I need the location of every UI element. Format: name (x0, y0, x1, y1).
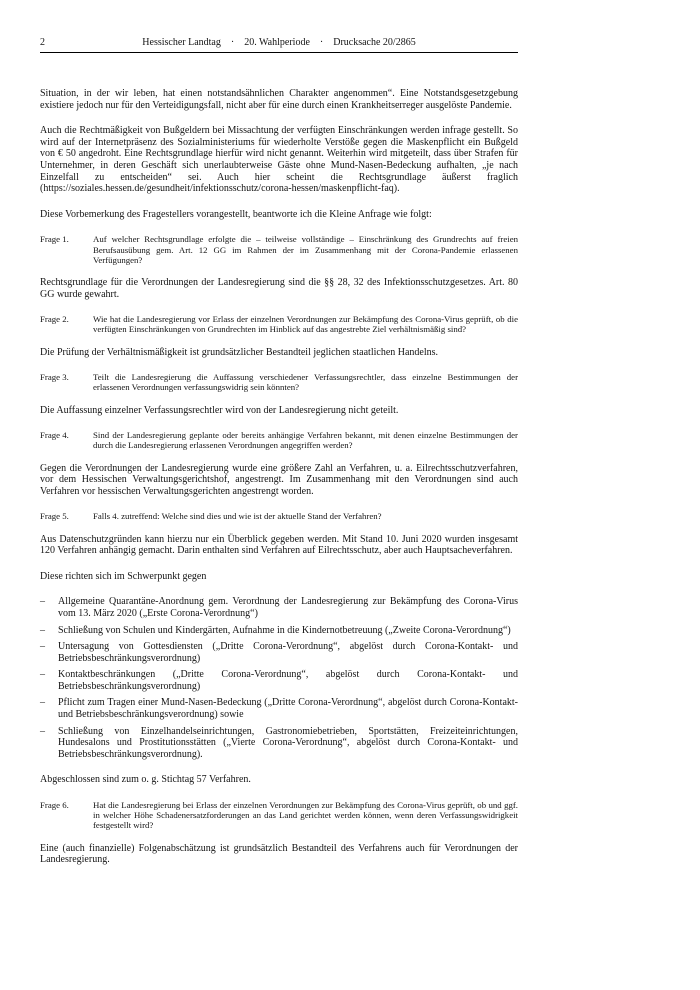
question-label: Frage 6. (40, 800, 69, 811)
list-item-dash: – (40, 697, 45, 709)
question-block (40, 372, 518, 392)
header-document-number: Drucksache 20/2865 (333, 37, 416, 48)
paragraph: Diese Vorbemerkung des Fragestellers vorangestellt, beantworte ich die Kleine Anfrage wie folgt: (40, 208, 432, 220)
header-period: 20. Wahlperiode (244, 37, 310, 48)
page-number: 2 (40, 37, 45, 48)
question-text: Hat die Landesregierung bei Erlass der einzelnen Verordnungen zur Bekämpfung des Corona-Virus geprüft, ob und ggf. in welcher Höhe Schadenersatzforderungen an das Land gerichtet werden können, wenn deren Verfassungswidrigkeit festgestellt wird? (93, 800, 518, 831)
question-text: Sind der Landesregierung geplante oder bereits anhängige Verfahren bekannt, mit denen einzelne Bestimmungen der durch die Landesregierung erlassenen Verordnungen angegriffen werden? (93, 430, 518, 451)
header-title (40, 36, 518, 49)
question-label: Frage 1. (40, 234, 69, 245)
question-text: Auf welcher Rechtsgrundlage erfolgte die – teilweise vollständige – Einschränkung des Grundrechts auf freien Berufsausübung gem. Art. 12 GG im Rahmen der im Zusammenhang mit der Corona-Pandemie erlassenen Verfügungen? (93, 234, 518, 265)
list-item-dash: – (40, 669, 45, 681)
list-item (40, 625, 518, 637)
list-item-text: Pflicht zum Tragen einer Mund-Nasen-Bedeckung („Dritte Corona-Verordnung“, abgelöst durch Corona-Kontakt- und Betriebsbeschränkungsverordnung) sowie (58, 697, 518, 721)
page-content (40, 36, 518, 880)
list-item (40, 641, 518, 664)
paragraph: Abgeschlossen sind zum o. g. Stichtag 57 Verfahren. (40, 774, 251, 786)
list-item (40, 596, 518, 619)
bullet-list (40, 596, 518, 760)
list-item-dash: – (40, 725, 45, 737)
question-label: Frage 3. (40, 372, 69, 383)
answer-paragraph: Eine (auch finanzielle) Folgenabschätzung ist grundsätzlich Bestandteil des Verfahrens auch für Verordnungen der Landesregierung. (40, 842, 518, 866)
page-header (40, 36, 518, 53)
answer-paragraph: Aus Datenschutzgründen kann hierzu nur ein Überblick gegeben werden. Mit Stand 10. Juni 2020 wurden insgesamt 120 Verfahren anhängig gemacht. Darin enthalten sind Verfahren auf Eilrechtsschutz, aber auch Hauptsacheverfahren. (40, 533, 518, 557)
question-block (40, 314, 518, 334)
list-item-dash: – (40, 624, 45, 636)
paragraph: Diese richten sich im Schwerpunkt gegen (40, 570, 207, 582)
question-text: Falls 4. zutreffend: Welche sind dies und wie ist der aktuelle Stand der Verfahren? (93, 511, 382, 522)
header-separator: · (230, 37, 235, 48)
question-block (40, 234, 518, 265)
question-block (40, 430, 518, 450)
list-item-dash: – (40, 596, 45, 608)
paragraph: Auch die Rechtmäßigkeit von Bußgeldern bei Missachtung der verfügten Einschränkungen werden infrage gestellt. So wird auf der Internetpräsenz des Sozialministeriums für wiederholte Verstöße gegen die Maskenpflicht ein Bußgeld von € 50 angedroht. Eine Rechtsgrundlage hierfür wird nicht genannt. Weiterhin wird mitgeteilt, dass über Strafen für Unternehmer, in deren Geschäft sich unerlaubterweise Gäste ohne Mund-Nasen-Bedeckung aufhalten, „je nach Einzelfall zu entscheiden“ sei. Auch hier scheint die Rechtsgrundlage äußerst fraglich (https://soziales.hessen.de/gesundheit/infektionsschutz/corona-hessen/maskenpflicht-faq). (40, 125, 518, 195)
answer-paragraph: Rechtsgrundlage für die Verordnungen der Landesregierung sind die §§ 28, 32 des Infektionsschutzgesetzes. Art. 80 GG wurde gewahrt. (40, 276, 518, 300)
question-block (40, 511, 518, 521)
answer-paragraph: Die Prüfung der Verhältnismäßigkeit ist grundsätzlicher Bestandteil jeglichen staatlichen Handelns. (40, 346, 439, 358)
header-rule (40, 52, 518, 53)
paragraph: Situation, in der wir leben, hat einen notstandsähnlichen Charakter angenommen“. Eine Notstandsgesetzgebung existiere jedoch nur für den Verteidigungsfall, nicht aber für eine durch einen Krankheitserreger ausgelöste Pandemie. (40, 88, 518, 111)
list-item-text: Allgemeine Quarantäne-Anordnung gem. Verordnung der Landesregierung zur Bekämpfung des Corona-Virus vom 13. März 2020 („Erste Corona-Verordnung“) (58, 596, 518, 619)
question-label: Frage 4. (40, 430, 69, 441)
question-label: Frage 2. (40, 314, 69, 325)
header-parliament: Hessischer Landtag (142, 37, 221, 48)
document-body (40, 88, 518, 866)
list-item-text: Untersagung von Gottesdiensten („Dritte Corona-Verordnung“, abgelöst durch Corona-Kontakt- und Betriebsbeschränkungsverordnung) (58, 641, 518, 664)
list-item-text: Schließung von Schulen und Kindergärten, Aufnahme in die Kindernotbetreuung („Zweite Corona-Verordnung“) (58, 624, 511, 636)
answer-paragraph: Gegen die Verordnungen der Landesregierung wurde eine größere Zahl an Verfahren, u. a. Eilrechtsschutzverfahren, vor dem Hessischen Verwaltungsgerichtshof, angestrengt. Im Zusammenhang mit den Verordnungen sind auch Verfahren vor hessischen Verwaltungsgerichten angestrengt worden. (40, 462, 518, 497)
question-text: Teilt die Landesregierung die Auffassung verschiedener Verfassungsrechtler, dass einzelne Bestimmungen der erlassenen Verordnungen verfassungswidrig sein könnten? (93, 372, 518, 393)
question-block (40, 800, 518, 831)
list-item (40, 669, 518, 692)
list-item (40, 726, 518, 761)
list-item (40, 697, 518, 720)
header-separator: · (319, 37, 324, 48)
list-item-dash: – (40, 641, 45, 653)
question-text: Wie hat die Landesregierung vor Erlass der einzelnen Verordnungen zur Bekämpfung des Corona-Virus geprüft, ob die verfügten Einschränkungen von Grundrechten im Hinblick auf das angestrebte Ziel verhältnismäßig sind? (93, 314, 518, 335)
question-label: Frage 5. (40, 511, 69, 522)
list-item-text: Schließung von Einzelhandelseinrichtungen, Gastronomiebetrieben, Sportstätten, Freizeiteinrichtungen, Hundesalons und Prostitutionsstätten („Vierte Corona-Verordnung“, abgelöst durch Corona-Kontakt- und Betriebsbeschränkungsverordnung). (58, 725, 518, 760)
answer-paragraph: Die Auffassung einzelner Verfassungsrechtler wird von der Landesregierung nicht geteilt. (40, 404, 399, 416)
list-item-text: Kontaktbeschränkungen („Dritte Corona-Verordnung“, abgelöst durch Corona-Kontakt- und Betriebsbeschränkungsverordnung) (58, 669, 518, 692)
